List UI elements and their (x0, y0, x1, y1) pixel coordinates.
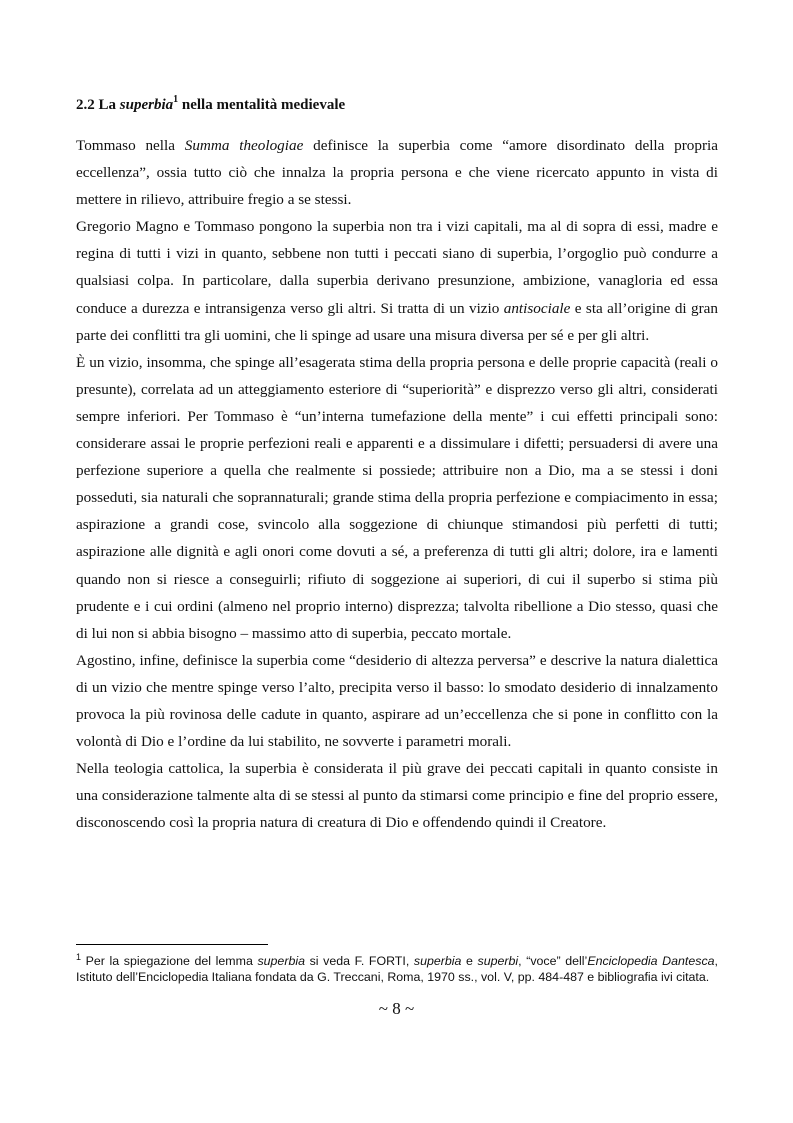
footnote-text-run: e (461, 954, 478, 969)
text-run: e sta all’origine di gran parte dei conflitti tra gli uomini, che li spinge ad usare una misura diversa per sé e per gli altri. (76, 299, 719, 344)
text-run: definisce la superbia come “amore disordinato della propria eccellenza”, ossia tutto ciò che innalza la propria persona e che viene ricercato appunto in vista di mettere in rilievo, attribuire fregio a se stessi. (76, 137, 719, 209)
footnote-text-run: , Istituto dell’Enciclopedia Italiana fondata da G. Treccani, Roma, 1970 ss., vol. V, pp. 484-487 e bibliografia ivi citata. (76, 954, 718, 984)
paragraph (76, 349, 718, 647)
italic-text: antisociale (503, 299, 571, 317)
footnote-reference[interactable]: 1 (173, 94, 179, 105)
paragraph (76, 647, 718, 755)
text-run: È un vizio, insomma, che spinge all’esagerata stima della propria persona e delle proprie capacità (reali o presunte), correlata ad un atteggiamento esteriore di “superiorità” e disprezzo verso gli altri, considerati sempre inferiori. Per Tommaso è “un’interna tumefazione della mente” i cui effetti principali sono: considerare assai le proprie perfezioni reali e apparenti e a dissimulare i difetti; persuadersi di avere una perfezione superiore a quella che realmente si possiede; attribuire non a Dio, ma a se stessi i doni posseduti, sia naturali che soprannaturali; grande stima della propria perfezione e compiacimento in essa; aspirazione a grandi cose, svincolo alla soggezione di chiunque stimandosi più perfetti di tutti; aspirazione alle dignità e agli onori come dovuti a sé, a preferenza di tutti gli altri; dolore, ira e lamenti quando non si riesce a conseguirli; rifiuto di soggezione ai superiori, di cui il superbo si stima più prudente e i cui ordini (almeno nel proprio interno) disprezza; talvolta ribellione a Dio stesso, quasi che di lui non si abbia bisogno – massimo atto di superbia, peccato mortale. (76, 353, 718, 642)
text-run: Tommaso nella (76, 137, 185, 154)
text-run: Nella teologia cattolica, la superbia è considerata il più grave dei peccati capitali in quanto consiste in una considerazione talmente alta di se stessi al punto da stimarsi come principio e fine del proprio essere, disconoscendo così la propria natura di creatura di Dio e offendendo quindi il Creatore. (76, 760, 718, 832)
footnote-italic-text: superbia (413, 954, 462, 969)
footnote-italic-text: Enciclopedia Dantesca (587, 954, 715, 969)
footnote-text-run: Per la spiegazione del lemma (81, 954, 258, 969)
footnote-number: 1 (76, 952, 82, 962)
paragraph (76, 755, 718, 836)
italic-text: Summa theologiae (184, 137, 304, 154)
footnote-text-run: , “voce” dell’ (518, 954, 588, 969)
text-run: Agostino, infine, definisce la superbia come “desiderio di altezza perversa” e descrive la natura dialettica di un vizio che mentre spinge verso l’alto, precipita verso il basso: lo smodato desiderio di innalzamento provoca la più rovinosa delle cadute in quanto, aspirare ad un’eccellenza che si pone in conflitto con la volontà di Dio e l’ordine da lui stabilito, ne sovverte i parametri morali. (76, 651, 718, 751)
paragraph (76, 213, 718, 348)
page-number: ~ 8 ~ (378, 999, 415, 1018)
heading-term: superbia (119, 97, 174, 113)
heading-suffix: nella mentalità medievale (178, 97, 346, 113)
text-run: Gregorio Magno e Tommaso pongono la superbia non tra i vizi capitali, ma al di sopra di essi, madre e regina di tutti i vizi in quanto, sebbene non tutti i peccati siano di superbia, l’orgoglio può condurre a qualsiasi colpa. In particolare, dalla superbia derivano presunzione, ambizione, vanagloria ed essa conduce a durezza e intransigenza verso gli altri. Si tratta di un vizio (76, 218, 718, 317)
section-heading (76, 95, 721, 114)
footnote-separator (76, 944, 268, 945)
paragraph (76, 132, 718, 213)
body-text (76, 132, 718, 836)
footnote-text-run: si veda F. FORTI, (304, 954, 414, 969)
footnote-italic-text: superbi (477, 954, 519, 969)
footnote-text (76, 954, 718, 983)
footnote (76, 950, 718, 985)
footnote-italic-text: superbia (257, 954, 305, 969)
heading-prefix: 2.2 La (76, 97, 120, 113)
